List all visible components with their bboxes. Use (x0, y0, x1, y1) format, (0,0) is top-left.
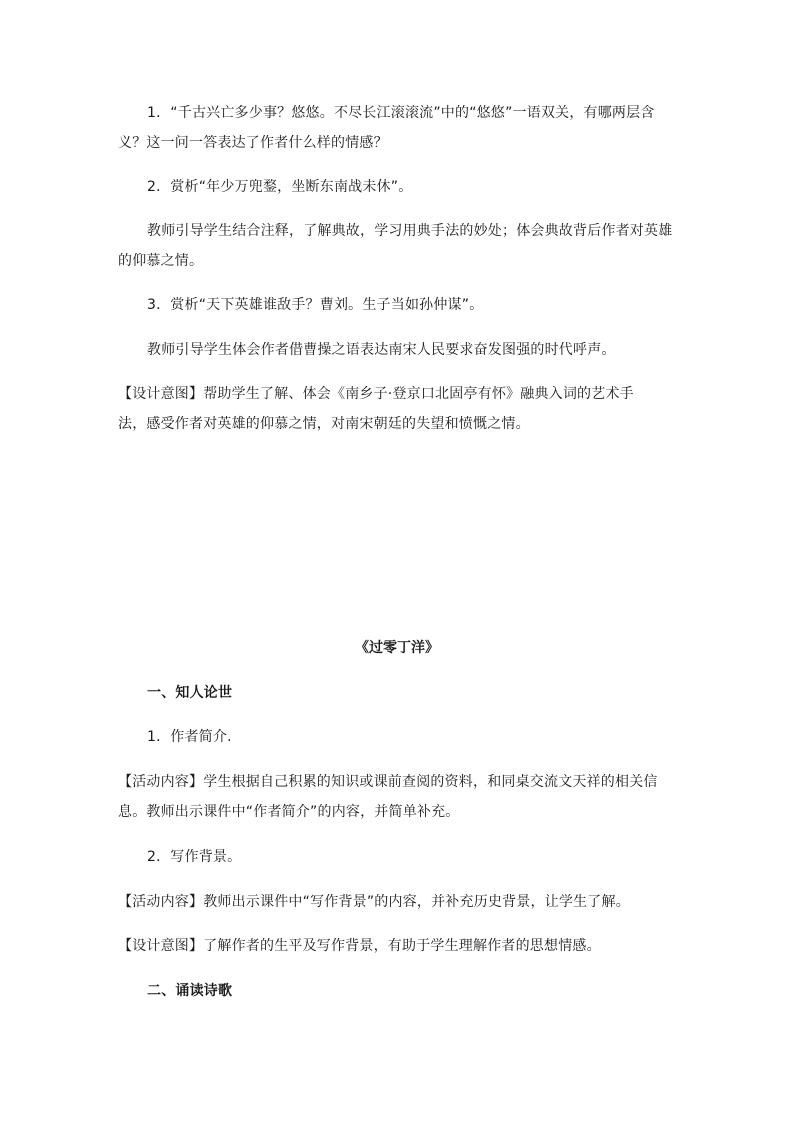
heading-2: 二、诵读诗歌 (147, 983, 233, 999)
question-1-line-2: 义？这一问一答表达了作者什么样的情感？ (118, 135, 388, 151)
question-1-line-1: 1．“千古兴亡多少事？悠悠。不尽长江滚滚流”中的“悠悠”一语双关，有哪两层含 (147, 105, 655, 121)
heading-1: 一、知人论世 (147, 685, 233, 701)
paragraph-1-line-2: 的仰慕之情。 (118, 253, 204, 269)
item-1: 1．作者简介. (147, 729, 232, 745)
activity-1-line-1: 【活动内容】学生根据自己积累的知识或课前查阅的资料，和同桌交流文天祥的相关信 (118, 774, 658, 790)
design-intent-2: 【设计意图】了解作者的生平及写作背景，有助于学生理解作者的思想情感。 (118, 938, 601, 954)
activity-1-line-2: 息。教师出示课件中“作者简介”的内容，并简单补充。 (118, 804, 460, 820)
poem-title: 《过零丁洋》 (355, 640, 439, 656)
paragraph-2: 教师引导学生体会作者借曹操之语表达南宋人民要求奋发图强的时代呼声。 (147, 342, 616, 358)
activity-2: 【活动内容】教师出示课件中“写作背景”的内容，并补充历史背景，让学生了解。 (118, 894, 630, 910)
design-intent-1-line-2: 法，感受作者对英雄的仰慕之情，对南宋朝廷的失望和愤慨之情。 (118, 416, 530, 432)
question-2: 2．赏析“年少万兜鍪，坐断东南战未休”。 (147, 179, 413, 195)
question-3: 3．赏析“天下英雄谁敌手？曹刘。生子当如孙仲谋”。 (147, 297, 484, 313)
design-intent-1-line-1: 【设计意图】帮助学生了解、体会《南乡子·登京口北固亭有怀》融典入词的艺术手 (118, 386, 634, 402)
paragraph-1-line-1: 教师引导学生结合注释，了解典故，学习用典手法的妙处；体会典故背后作者对英雄 (147, 223, 673, 239)
item-2: 2．写作背景。 (147, 849, 242, 865)
